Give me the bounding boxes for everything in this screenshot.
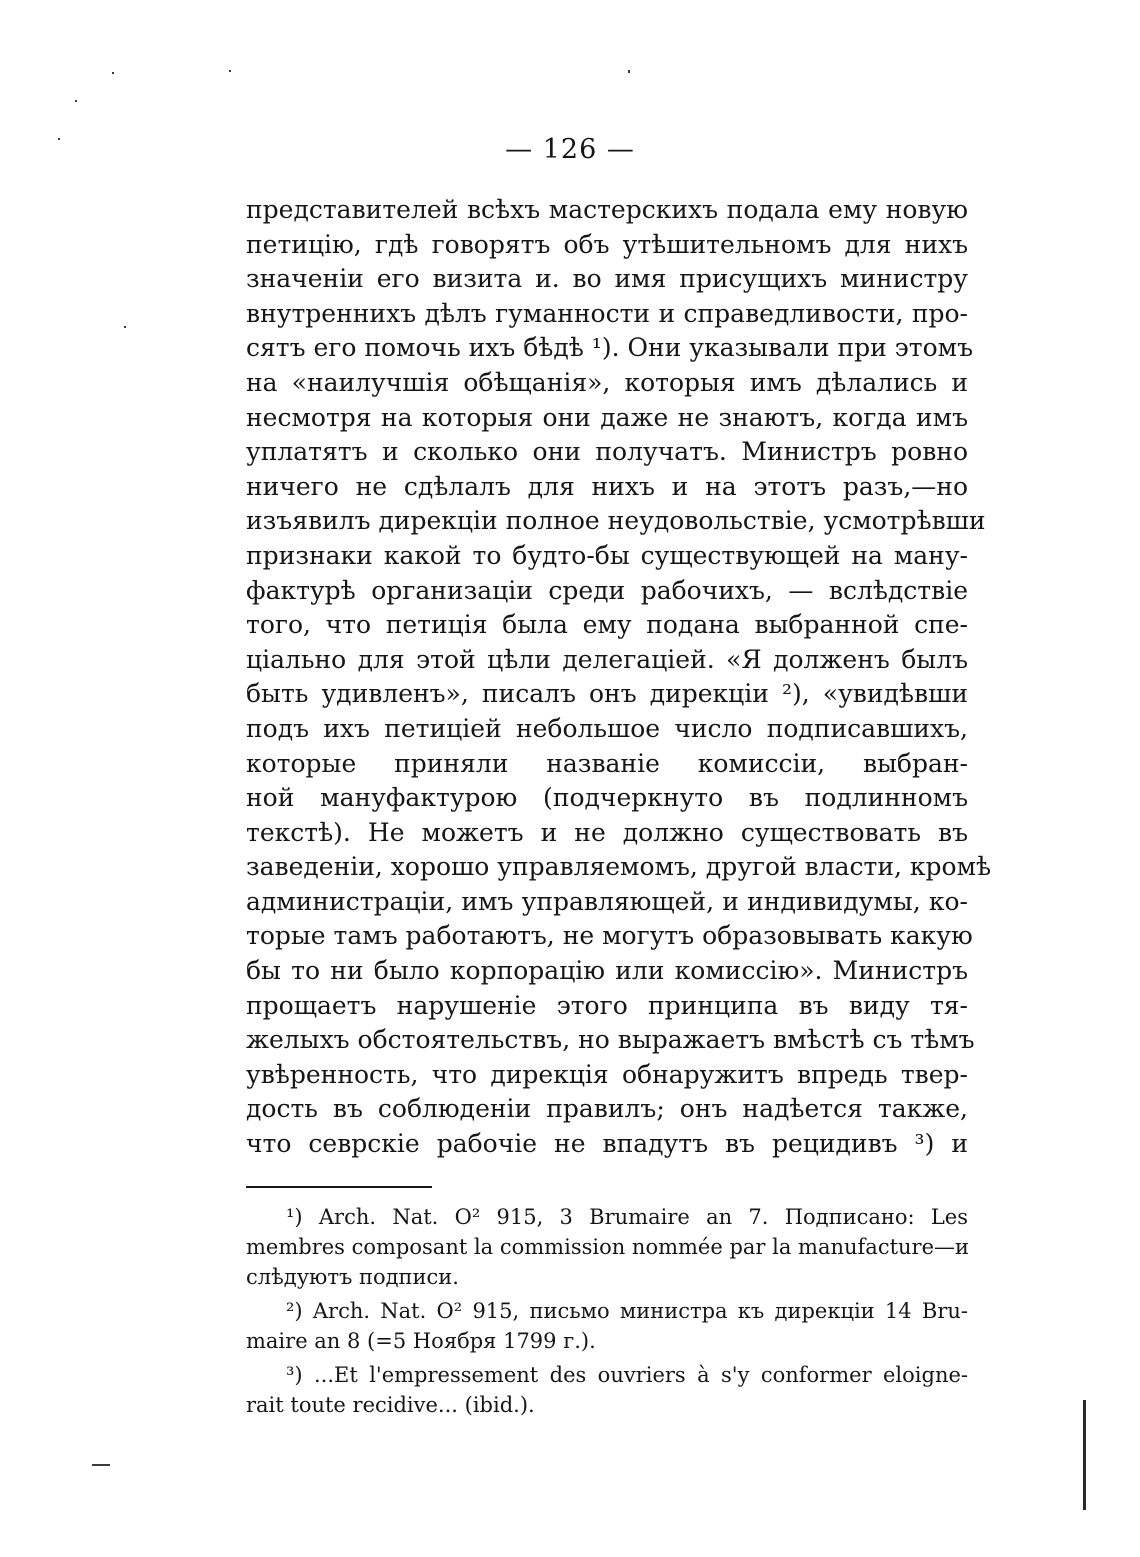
scan-speck [124,326,126,328]
text-line: петицію, гдѣ говорятъ объ утѣшительномъ для нихъ [246,229,968,259]
scan-speck [92,1464,110,1466]
footnote-line: ¹) Arch. Nat. O² 915, 3 Brumaire an 7. Подписано: Les [286,1205,968,1229]
text-line: ціально для этой цѣли делегаціей. «Я долженъ былъ [246,644,968,674]
text-line: заведеніи, хорошо управляемомъ, другой власти, кромѣ [246,852,992,882]
main-text [246,193,992,1162]
text-line: признаки какой то будто-бы существующей на ману- [246,540,968,570]
text-line: быть удивленъ», писалъ онъ дирекціи ²), «увидѣвши [246,679,968,709]
footnote-line: rait toute recidive... (ibid.). [246,1393,535,1417]
scan-speck [229,70,231,72]
text-line: на «наилучшія обѣщанія», которыя имъ дѣлались и [246,367,968,397]
text-line: увѣренность, что дирекція обнаружитъ впредь твер- [246,1059,968,1089]
text-line: текстѣ). Не можетъ и не должно существовать въ [246,817,968,847]
text-line: представителей всѣхъ мастерскихъ подала ему новую [246,195,968,224]
text-line: желыхъ обстоятельствъ, но выражаетъ вмѣстѣ съ тѣмъ [246,1025,975,1055]
scan-speck [58,138,60,140]
text-line: уплатятъ и сколько они получатъ. Министръ ровно [246,437,968,467]
footnote-1 [246,1202,968,1292]
text-line: того, что петиція была ему подана выбранной спе- [246,610,968,640]
text-line: подъ ихъ петиціей небольшое число подписавшихъ, [246,713,968,743]
footnotes [246,1202,968,1420]
footnote-line: ²) Arch. Nat. O² 915, письмо министра къ дирекціи 14 Bru- [286,1299,968,1323]
text-line: ной мануфактурою (подчеркнуто въ подлинномъ [246,783,968,813]
footnote-line: maire an 8 (=5 Ноября 1799 г.). [246,1329,596,1353]
text-line: изъявилъ дирекціи полное неудовольствіе, усмотрѣвши [246,506,986,536]
text-line: что севрскіе рабочіе не впадутъ въ рецидивъ ³) и [246,1129,968,1159]
scan-speck [75,100,77,102]
page-number: — 126 — [505,134,635,165]
scan-speck [628,70,630,73]
footnote-line: слѣдуютъ подписи. [246,1265,459,1289]
text-line: которые приняли названіе комиссіи, выбран- [246,748,968,778]
text-line: внутреннихъ дѣлъ гуманности и справедливости, про- [246,298,968,328]
footnote-2 [246,1296,968,1356]
text-line: торые тамъ работаютъ, не могутъ образовывать какую [246,921,973,951]
scan-speck [112,72,114,74]
text-line: значеніи его визита и. во имя присущихъ министру [246,264,968,294]
scan-edge-line [1083,1400,1086,1510]
text-line: несмотря на которыя они даже не знаютъ, когда имъ [246,402,968,432]
text-line: ничего не сдѣлалъ для нихъ и на этотъ разъ,—но [246,471,968,501]
footnote-separator [246,1186,432,1188]
text-line: прощаетъ нарушеніе этого принципа въ виду тя- [246,990,968,1020]
text-line: дость въ соблюденіи правилъ; онъ надѣется также, [246,1094,968,1124]
text-line: администраціи, имъ управляющей, и индивидумы, ко- [246,886,968,916]
footnote-line: ³) ...Et l'empressement des ouvriers à s'y conformer eloigne- [286,1363,968,1387]
text-line: сятъ его помочь ихъ бѣдѣ ¹). Они указывали при этомъ [246,333,973,363]
text-line: фактурѣ организаціи среди рабочихъ, — вслѣдствіе [246,575,968,605]
footnote-3 [246,1360,968,1420]
text-line: бы то ни было корпорацію или комиссію». Министръ [246,956,968,986]
footnote-line: membres composant la commission nommée par la manufacture—и [246,1235,970,1259]
